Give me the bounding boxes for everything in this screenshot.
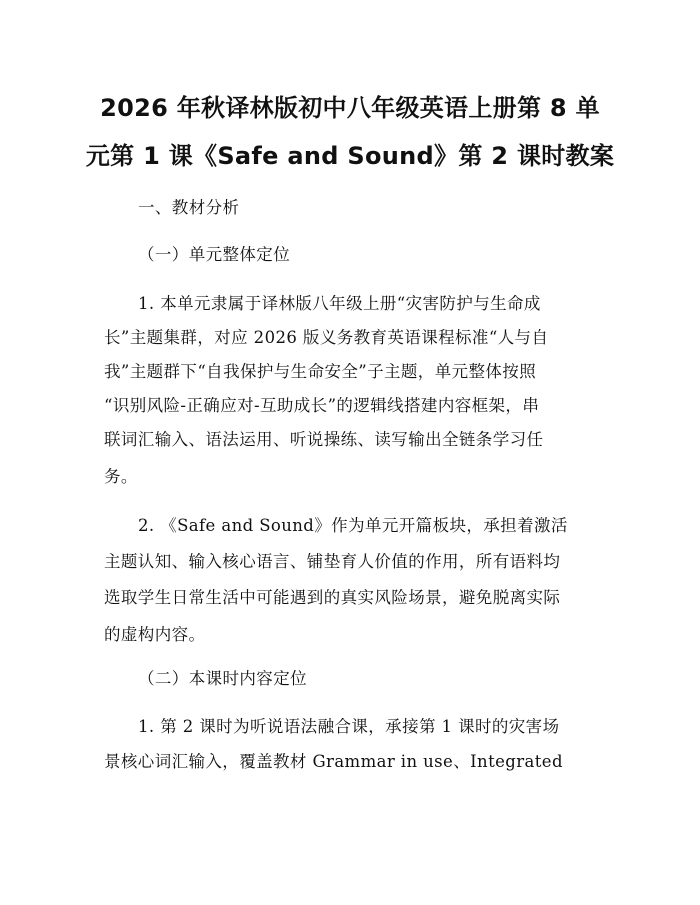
- paragraph-line: 长”主题集群，对应 2026 版义务教育英语课程标准“人与自: [104, 328, 549, 347]
- paragraph-line: 景核心词汇输入，覆盖教材 Grammar in use、Integrated: [104, 752, 563, 771]
- section-heading-textbook-analysis: 一、教材分析: [138, 198, 240, 217]
- paragraph-line: 务。: [104, 467, 138, 486]
- subsection-heading-lesson-positioning: （二）本课时内容定位: [138, 669, 307, 688]
- paragraph-line: 我”主题群下“自我保护与生命安全”子主题，单元整体按照: [104, 362, 537, 381]
- paragraph-line: 1. 第 2 课时为听说语法融合课，承接第 1 课时的灾害场: [138, 717, 560, 736]
- paragraph-line: 的虚构内容。: [104, 625, 206, 644]
- paragraph-line: 2. 《Safe and Sound》作为单元开篇板块，承担着激活: [138, 516, 568, 535]
- document-title-line-1: 2026 年秋译林版初中八年级英语上册第 8 单: [100, 94, 600, 122]
- paragraph-line: 1. 本单元隶属于译林版八年级上册“灾害防护与生命成: [138, 294, 541, 313]
- document-title-line-2: 元第 1 课《Safe and Sound》第 2 课时教案: [85, 142, 615, 170]
- paragraph-line: 主题认知、输入核心语言、铺垫育人价值的作用，所有语料均: [104, 552, 561, 571]
- subsection-heading-unit-positioning: （一）单元整体定位: [138, 245, 291, 264]
- paragraph-line: 选取学生日常生活中可能遇到的真实风险场景，避免脱离实际: [104, 588, 561, 607]
- paragraph-line: 联词汇输入、语法运用、听说操练、读写输出全链条学习任: [104, 430, 544, 449]
- paragraph-line: “识别风险-正确应对-互助成长”的逻辑线搭建内容框架，串: [104, 396, 540, 415]
